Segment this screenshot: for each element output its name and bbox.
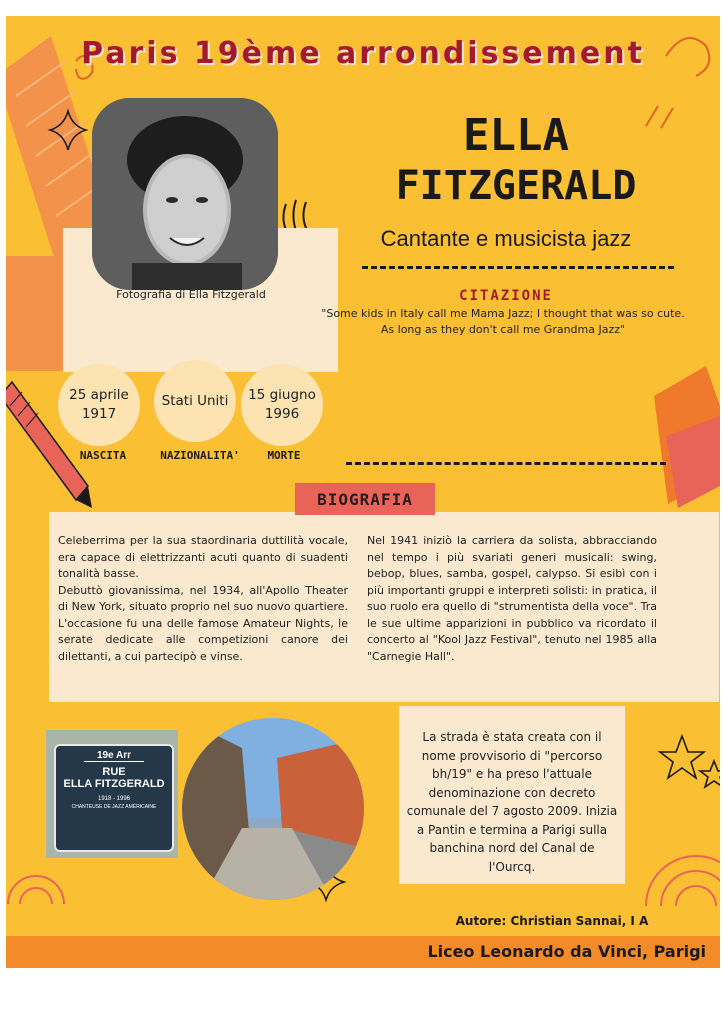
portrait-photo [92,98,278,290]
quote-text: "Some kids in Italy call me Mama Jazz; I thought that was so cute. As long as they don't call me Grandma Jazz" [321,307,685,336]
fact-birth-value: 25 aprile 1917 [69,387,129,422]
street-sign [54,744,174,852]
biography-column-2: Nel 1941 iniziò la carriera da solista, abbracciando nel tempo i più svariati generi musicali: swing, bebop, blues, samba, gospel, calypso. Si esibì con i più importanti gruppi e interpreti solisti: in pratica, il suo ruolo era quello di "strumentista della voce". Tra le sue ultime apparizioni in pubblico va ricordato il concerto al "Kool Jazz Festival", tenuto nel 1985 alla "Carnegie Hall". [367,534,657,663]
paper-stack-icon [654,366,720,508]
profile-subtitle: Cantante e musicista jazz [380,226,632,251]
fact-birth-circle [58,364,140,446]
fact-nationality-value: Stati Uniti [161,392,229,409]
name-last: FITZGERALD [395,163,637,209]
divider [362,266,674,269]
fact-death-label: MORTE [267,449,301,462]
name-first: ELLA [463,110,569,161]
fact-birth-label: NASCITA [79,449,127,462]
school-name: Liceo Leonardo da Vinci, Parigi [427,942,706,961]
biography-column-1: Celeberrima per la sua staordinaria duttilità vocale, era capace di elettrizzanti acuti quanto di suadenti tonalità basse. Debuttò giovanissima, nel 1934, all'Apollo Theater di New York, situato proprio nel suo nuovo quartiere. L'occasione fu una delle famose Amateur Nights, le serate dedicate alle competizioni canore dei dilettanti, a cui partecipò e vinse. [58,534,348,663]
sign-district: 19e Arr [84,750,144,762]
fact-death-circle [241,364,323,446]
fact-nationality-label: NAZIONALITA' [160,449,240,462]
fact-nationality-circle [154,360,236,442]
sign-dates: 1918 - 1996 [97,796,131,802]
biography-title: BIOGRAFIA [295,483,435,515]
page-title: Paris 19ème arrondissement [81,36,645,71]
street-info-text: La strada è stata creata con il nome provvisorio di "percorso bh/19" e ha preso l'attuale denominazione con decreto comunale del 7 agosto 2009. Inizia a Pantin e termina a Parigi sulla banchina nord del Canal de l'Ourcq. [406,730,618,874]
author-credit: Autore: Christian Sannai, I A [455,914,649,928]
sign-name: ELLA FITZGERALD [63,778,165,790]
street-photo [182,718,364,900]
fact-death-value: 15 giugno 1996 [248,387,316,422]
sign-rue: RUE [102,766,126,778]
street-sign-photo [46,730,178,858]
sign-caption: CHANTEUSE DE JAZZ AMÉRICAINE [71,804,157,810]
divider [346,462,666,465]
poster [6,16,720,968]
star-icon [660,736,720,787]
photo-caption: Fotografia di Ella Fitzgerald [116,288,266,301]
quote-title: CITAZIONE [459,288,553,304]
